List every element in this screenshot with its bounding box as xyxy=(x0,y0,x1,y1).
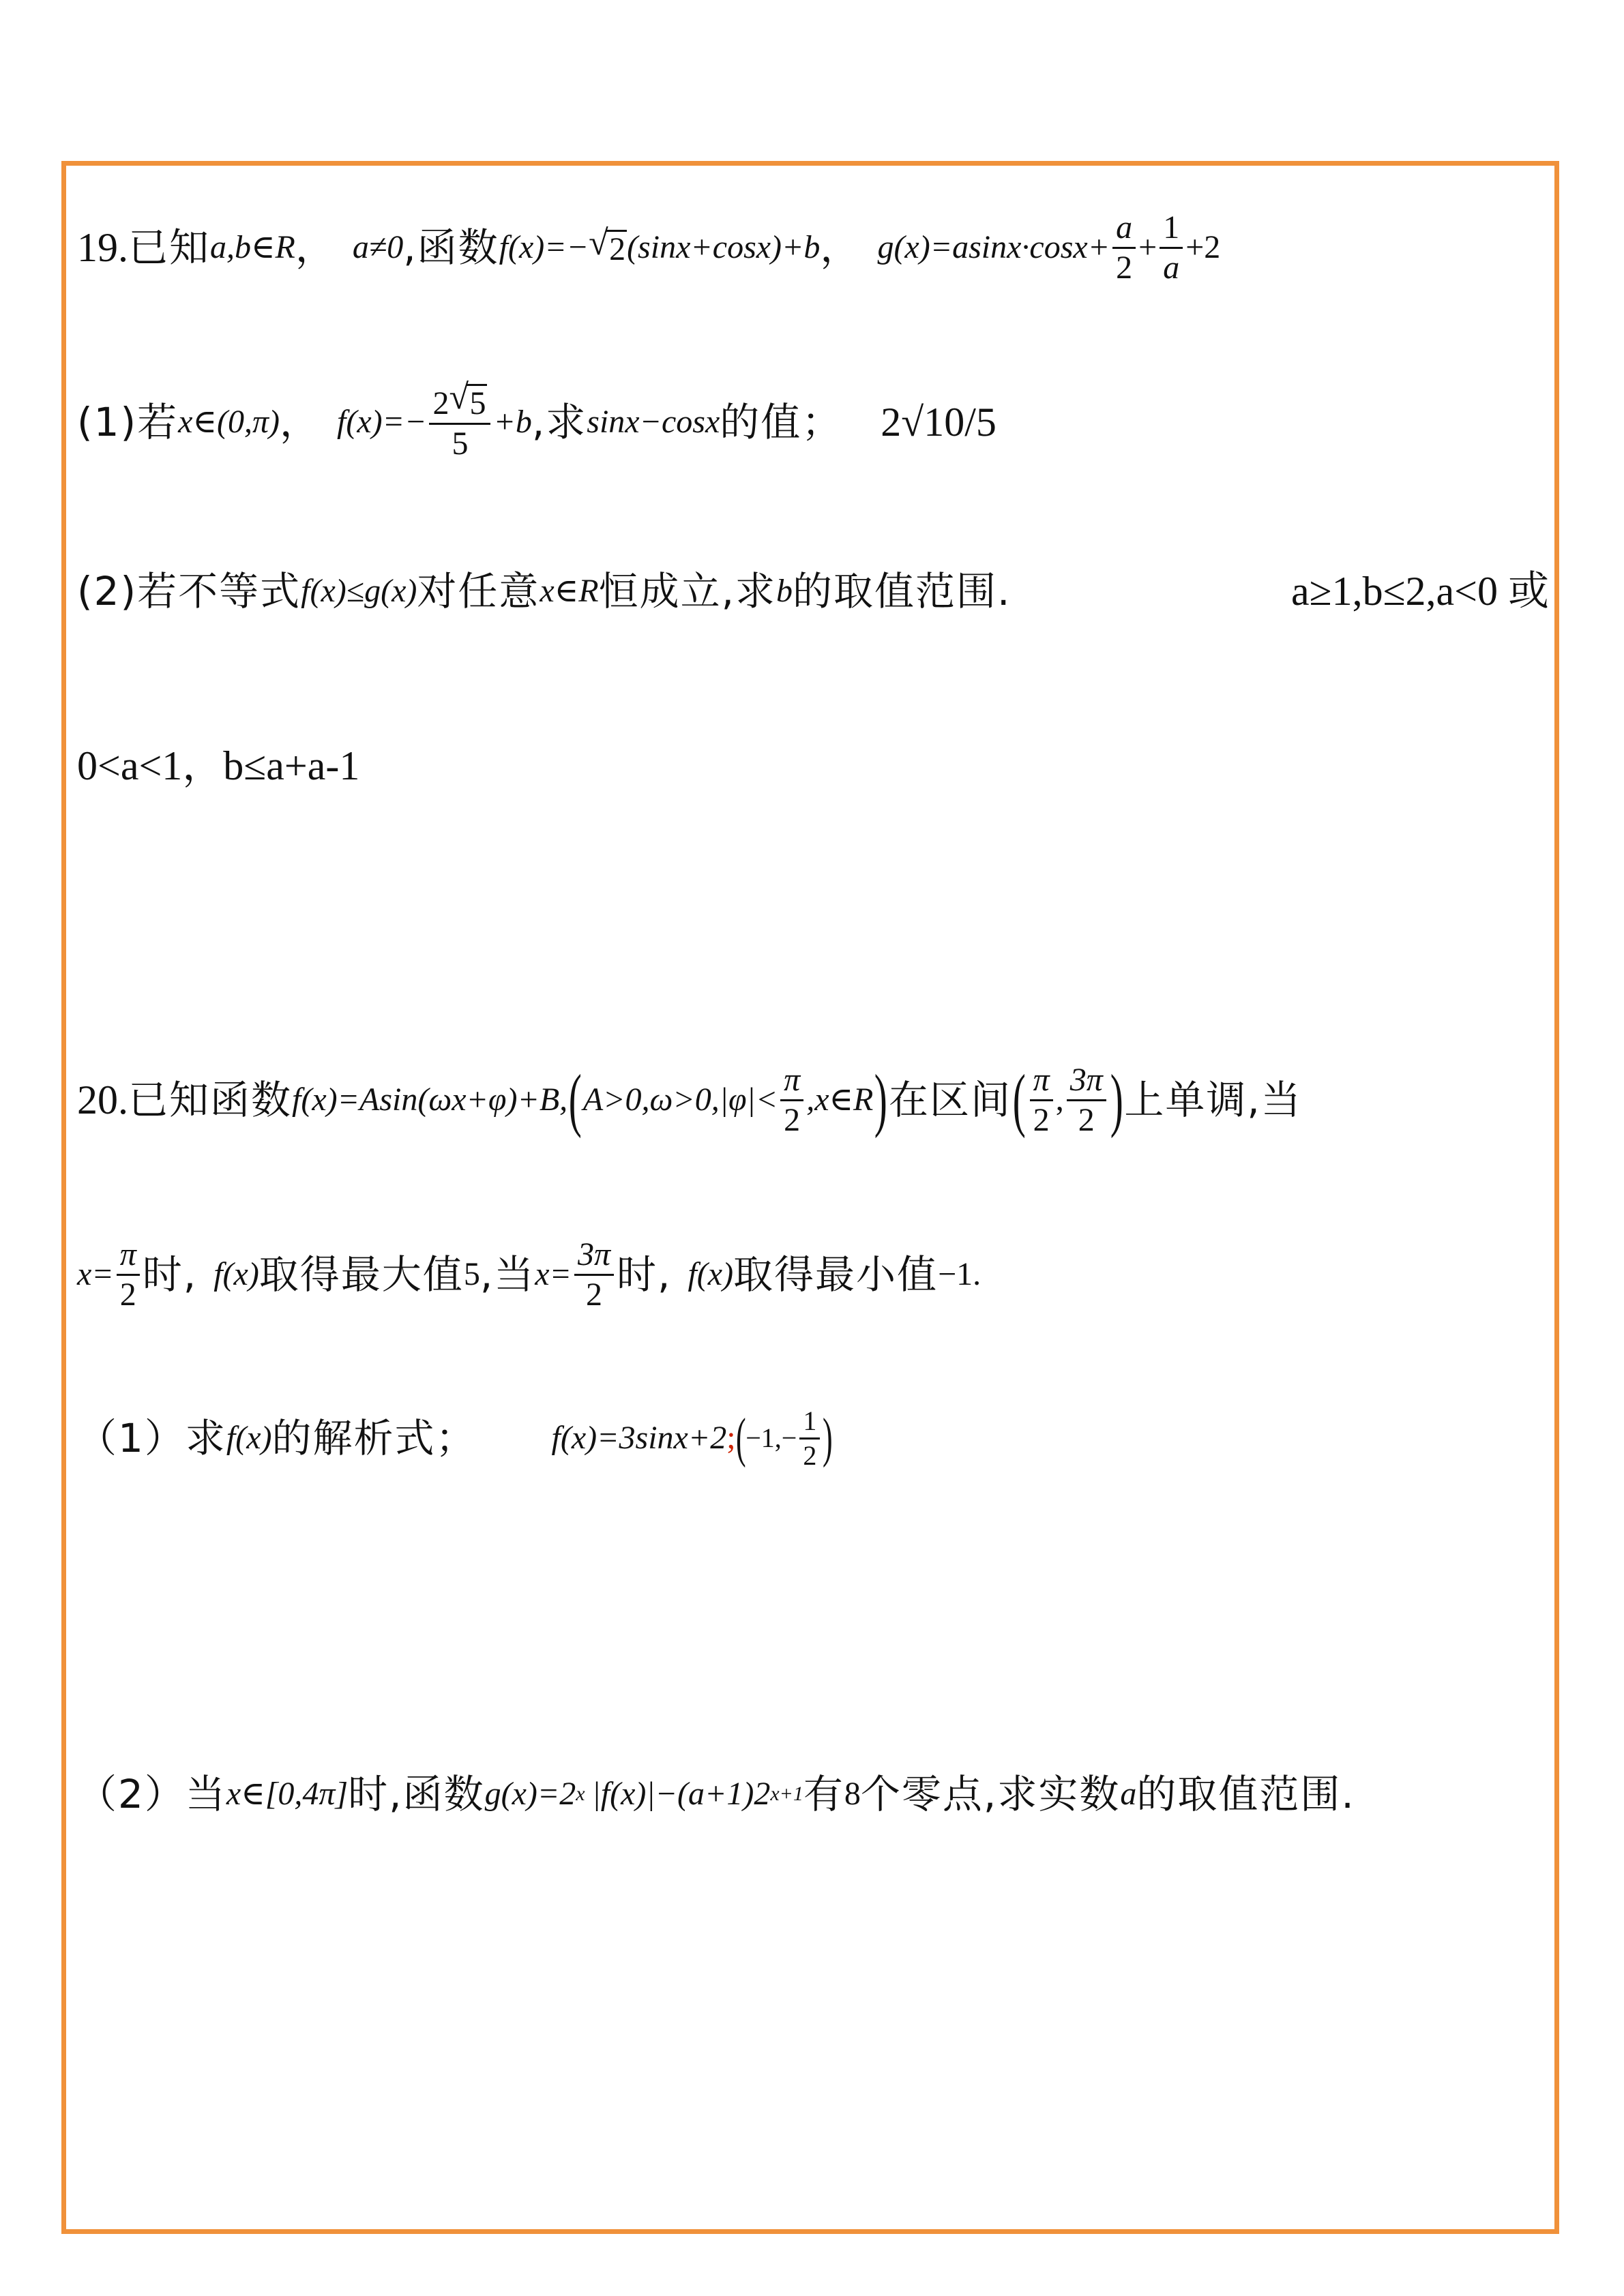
q20-part2: （2）当 x∈[0,4π] 时,函数 g(x)=2 x |f(x)|−(a+1)2 x+1 有 8 个零点,求实数 a 的取值范围. xyxy=(77,1771,1355,1817)
q19-f-def-mid: (sinx+cosx)+b xyxy=(627,229,821,265)
q20-max-text: 取得最大值 xyxy=(259,1251,464,1298)
q20-p1-fx: f(x) xyxy=(226,1420,272,1456)
q20-p1-answer: f(x)=3sinx+2 xyxy=(551,1420,727,1456)
q20-p2-label: （2）当 xyxy=(77,1771,226,1817)
q20-cond-tail: ,x∈R xyxy=(806,1082,874,1118)
q20-f-def: f(x)=Asin(ωx+φ)+B, xyxy=(292,1082,568,1118)
q19-p1-label: (1)若 xyxy=(77,399,179,445)
q20-when2: ,当 xyxy=(479,1251,535,1298)
q19-p2-tail: 的取值范围. xyxy=(793,568,1012,614)
q20-min-text: 取得最小值 xyxy=(733,1251,939,1298)
q20-p2-g: g(x)=2 xyxy=(484,1776,576,1812)
q19-p1-answer: 2√10/5 xyxy=(881,400,996,445)
q20-number: 20. xyxy=(77,1077,128,1122)
q19-f-def-left: f(x)=− xyxy=(499,229,589,265)
q20-p2-have: 有 xyxy=(803,1771,844,1817)
q20-p1-label: （1）求 xyxy=(77,1415,226,1461)
q19-p2-ineq: f(x)≤g(x) xyxy=(301,573,417,609)
q20-p1-ans2: −1,− xyxy=(745,1422,797,1453)
q20-monotone: 上单调,当 xyxy=(1124,1077,1302,1123)
q20-min-val: −1 xyxy=(938,1256,973,1292)
q19-p2-answer-2: 0<a<1，b≤a+a xyxy=(77,743,326,788)
q20-when-3: 时, xyxy=(617,1251,672,1298)
q20-x-eq-2: x= xyxy=(535,1256,572,1292)
q19-plus: + xyxy=(1138,229,1157,265)
q19-p2-label: (2)若不等式 xyxy=(77,568,301,614)
q19-sep1: ， xyxy=(295,224,336,271)
q19-part1 xyxy=(77,371,1549,473)
q19-g-frac-a: $\frac{a}{2}$ xyxy=(1112,211,1136,284)
q20-max-x: $\frac{\pi}{2}$ xyxy=(117,1238,140,1311)
q20-statement: 20. 已知函数 f(x)=Asin(ωx+φ)+B, ( A>0,ω>0,|φ|< $\frac{\pi}{2}$ ,x∈R ) 在区间 ( $\frac{\pi}{2}$ , $\frac{3\pi}{2}$ ) 上单调,当 xyxy=(77,1060,1302,1139)
q20-p2-tail: 的取值范围. xyxy=(1136,1771,1355,1817)
q20-p2-range: x∈[0,4π] xyxy=(226,1776,349,1812)
q20-comma: , xyxy=(1055,1082,1064,1118)
q19-p1-frac: $\frac{2√ 5}{5}$ xyxy=(429,384,490,460)
q19-f-sqrt: √ 2 xyxy=(589,230,627,266)
q20-part1: （1）求 f(x) 的解析式； f(x)=3sinx+2 ; ( −1,− $\frac{1}{2}$ ) xyxy=(77,1405,833,1471)
q20-period: . xyxy=(973,1256,981,1292)
q20-min-x: $\frac{3\pi}{2}$ xyxy=(574,1238,614,1311)
q20-statement-2 xyxy=(77,1223,1549,1326)
q19-number: 19. xyxy=(77,225,128,270)
q20-max-val: 5 xyxy=(463,1256,480,1292)
q20-interval-lo: $\frac{\pi}{2}$ xyxy=(1030,1064,1053,1137)
q20-x-eq-1: x= xyxy=(77,1256,114,1292)
q20-p2-mid: 时,函数 xyxy=(348,1771,485,1817)
q20-p1-semicolon: ; xyxy=(726,1420,736,1456)
q19-sep2: ， xyxy=(820,224,861,271)
q19-p1-tail: 的值； xyxy=(720,399,843,445)
q20-p2-count: 8 xyxy=(844,1776,861,1812)
q20-interval-label: 在区间 xyxy=(888,1077,1012,1123)
q19-a-ne-0: a≠0 xyxy=(352,229,404,265)
q19-p2-b: b xyxy=(776,573,793,609)
q20-fx-1: f(x) xyxy=(213,1256,259,1292)
q19-p1-plus-b: +b xyxy=(493,404,532,440)
q19-p2-mid2: 恒成立,求 xyxy=(598,568,777,614)
q20-intro: 已知函数 xyxy=(128,1077,293,1123)
q19-func-label: ,函数 xyxy=(403,224,499,271)
q19-g-tail: +2 xyxy=(1185,229,1221,265)
q19-p2-cond: x∈R xyxy=(540,573,599,609)
q20-interval-hi: $\frac{3\pi}{2}$ xyxy=(1067,1064,1106,1137)
q19-p1-sep: ， xyxy=(280,399,321,445)
q19-p2-mid: 对任意 xyxy=(417,568,540,614)
q19-p1-expr: sinx−cosx xyxy=(587,404,720,440)
q19-p1-ask: ,求 xyxy=(531,399,587,445)
q19-part2-answer: 0<a<1，b≤a+a -1 xyxy=(77,743,360,788)
q20-p2-zeros: 个零点,求实数 xyxy=(860,1771,1121,1817)
q20-cond: A>0,ω>0,|φ|< xyxy=(582,1082,778,1118)
q19-p2-answer-1: a≥1,b≤2,a<0 或 xyxy=(1291,569,1549,614)
q20-p2-abs: |f(x)|−(a+1)2 xyxy=(591,1776,771,1812)
q20-cond-frac: $\frac{\pi}{2}$ xyxy=(780,1064,803,1137)
q19-part2 xyxy=(77,540,1549,642)
q19-p1-f: f(x)=− xyxy=(337,404,427,440)
q19-g-def-left: g(x)=asinx·cosx+ xyxy=(877,229,1110,265)
q19-ab-in-r: a,b∈R xyxy=(210,229,295,265)
q19-statement xyxy=(77,196,1549,299)
q20-fx-2: f(x) xyxy=(688,1256,734,1292)
q19-g-frac-b: $\frac{1}{a}$ xyxy=(1160,211,1183,284)
q20-when-1: 时, xyxy=(142,1251,198,1298)
q19-intro: 已知 xyxy=(128,224,211,271)
q20-p1-ans2-frac: $\frac{1}{2}$ xyxy=(799,1407,820,1470)
q20-p1-tail: 的解析式； xyxy=(271,1415,477,1461)
q19-p1-cond: x∈(0,π) xyxy=(178,404,280,440)
q20-p2-a: a xyxy=(1120,1776,1137,1812)
